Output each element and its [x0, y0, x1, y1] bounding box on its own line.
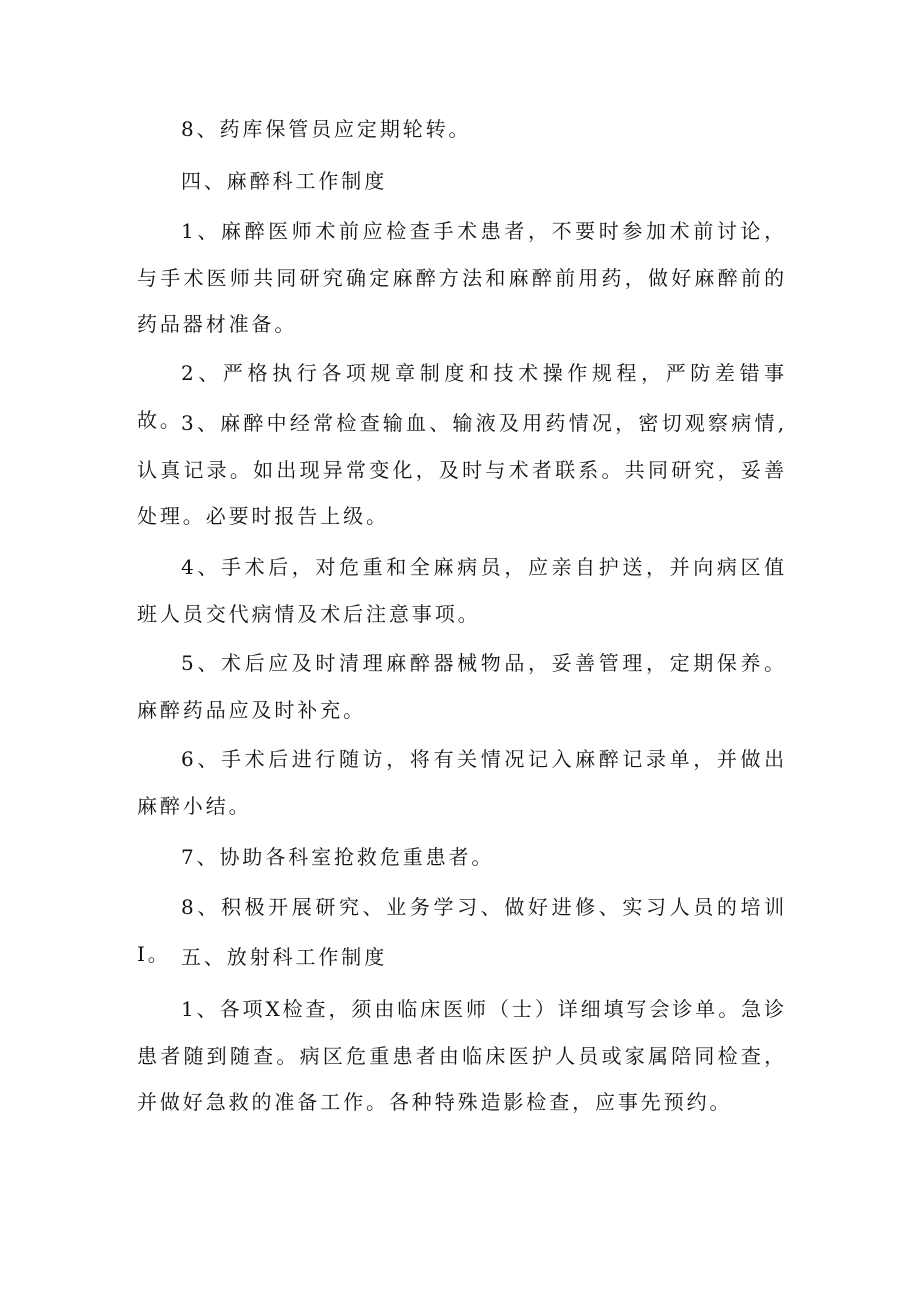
paragraph-anesthesia-7: 7、协助各科室抢救危重患者。 [181, 845, 495, 869]
paragraph-radiology-1: 1、各项X检查，须由临床医师（士）详细填写会诊单。急诊患者随到随查。病区危重患者由临床医护人员或家属陪同检查，并做好急救的准备工作。各种特殊造影检查，应事先预约。 [137, 997, 787, 1115]
paragraph-anesthesia-1: 1、麻醉医师术前应检查手术患者，不要时参加术前讨论，与手术医师共同研究确定麻醉方法和麻醉前用药，做好麻醉前的药品器材准备。 [137, 219, 787, 337]
section-heading-anesthesia: 四、麻醉科工作制度 [181, 169, 388, 193]
paragraph-anesthesia-8: 8、积极开展研究、业务学习、做好进修、实习人员的培训I。 [137, 895, 787, 966]
paragraph-anesthesia-3: 3、麻醉中经常检查输血、输液及用药情况，密切观察病情,认真记录。如出现异常变化，及时与术者联系。共同研究，妥善处理。必要时报告上级。 [137, 411, 787, 529]
section-heading-radiology: 五、放射科工作制度 [181, 945, 388, 969]
paragraph-anesthesia-6: 6、手术后进行随访，将有关情况记入麻醉记录单，并做出麻醉小结。 [137, 747, 787, 818]
paragraph-anesthesia-4: 4、手术后，对危重和全麻病员，应亲自护送，并向病区值班人员交代病情及术后注意事项。 [137, 555, 787, 626]
paragraph-anesthesia-2: 2、严格执行各项规章制度和技术操作规程，严防差错事故。 [137, 361, 787, 432]
paragraph-pharmacy-rotation: 8、药库保管员应定期轮转。 [181, 117, 472, 141]
paragraph-anesthesia-5: 5、术后应及时清理麻醉器械物品，妥善管理，定期保养。麻醉药品应及时补充。 [137, 651, 787, 722]
